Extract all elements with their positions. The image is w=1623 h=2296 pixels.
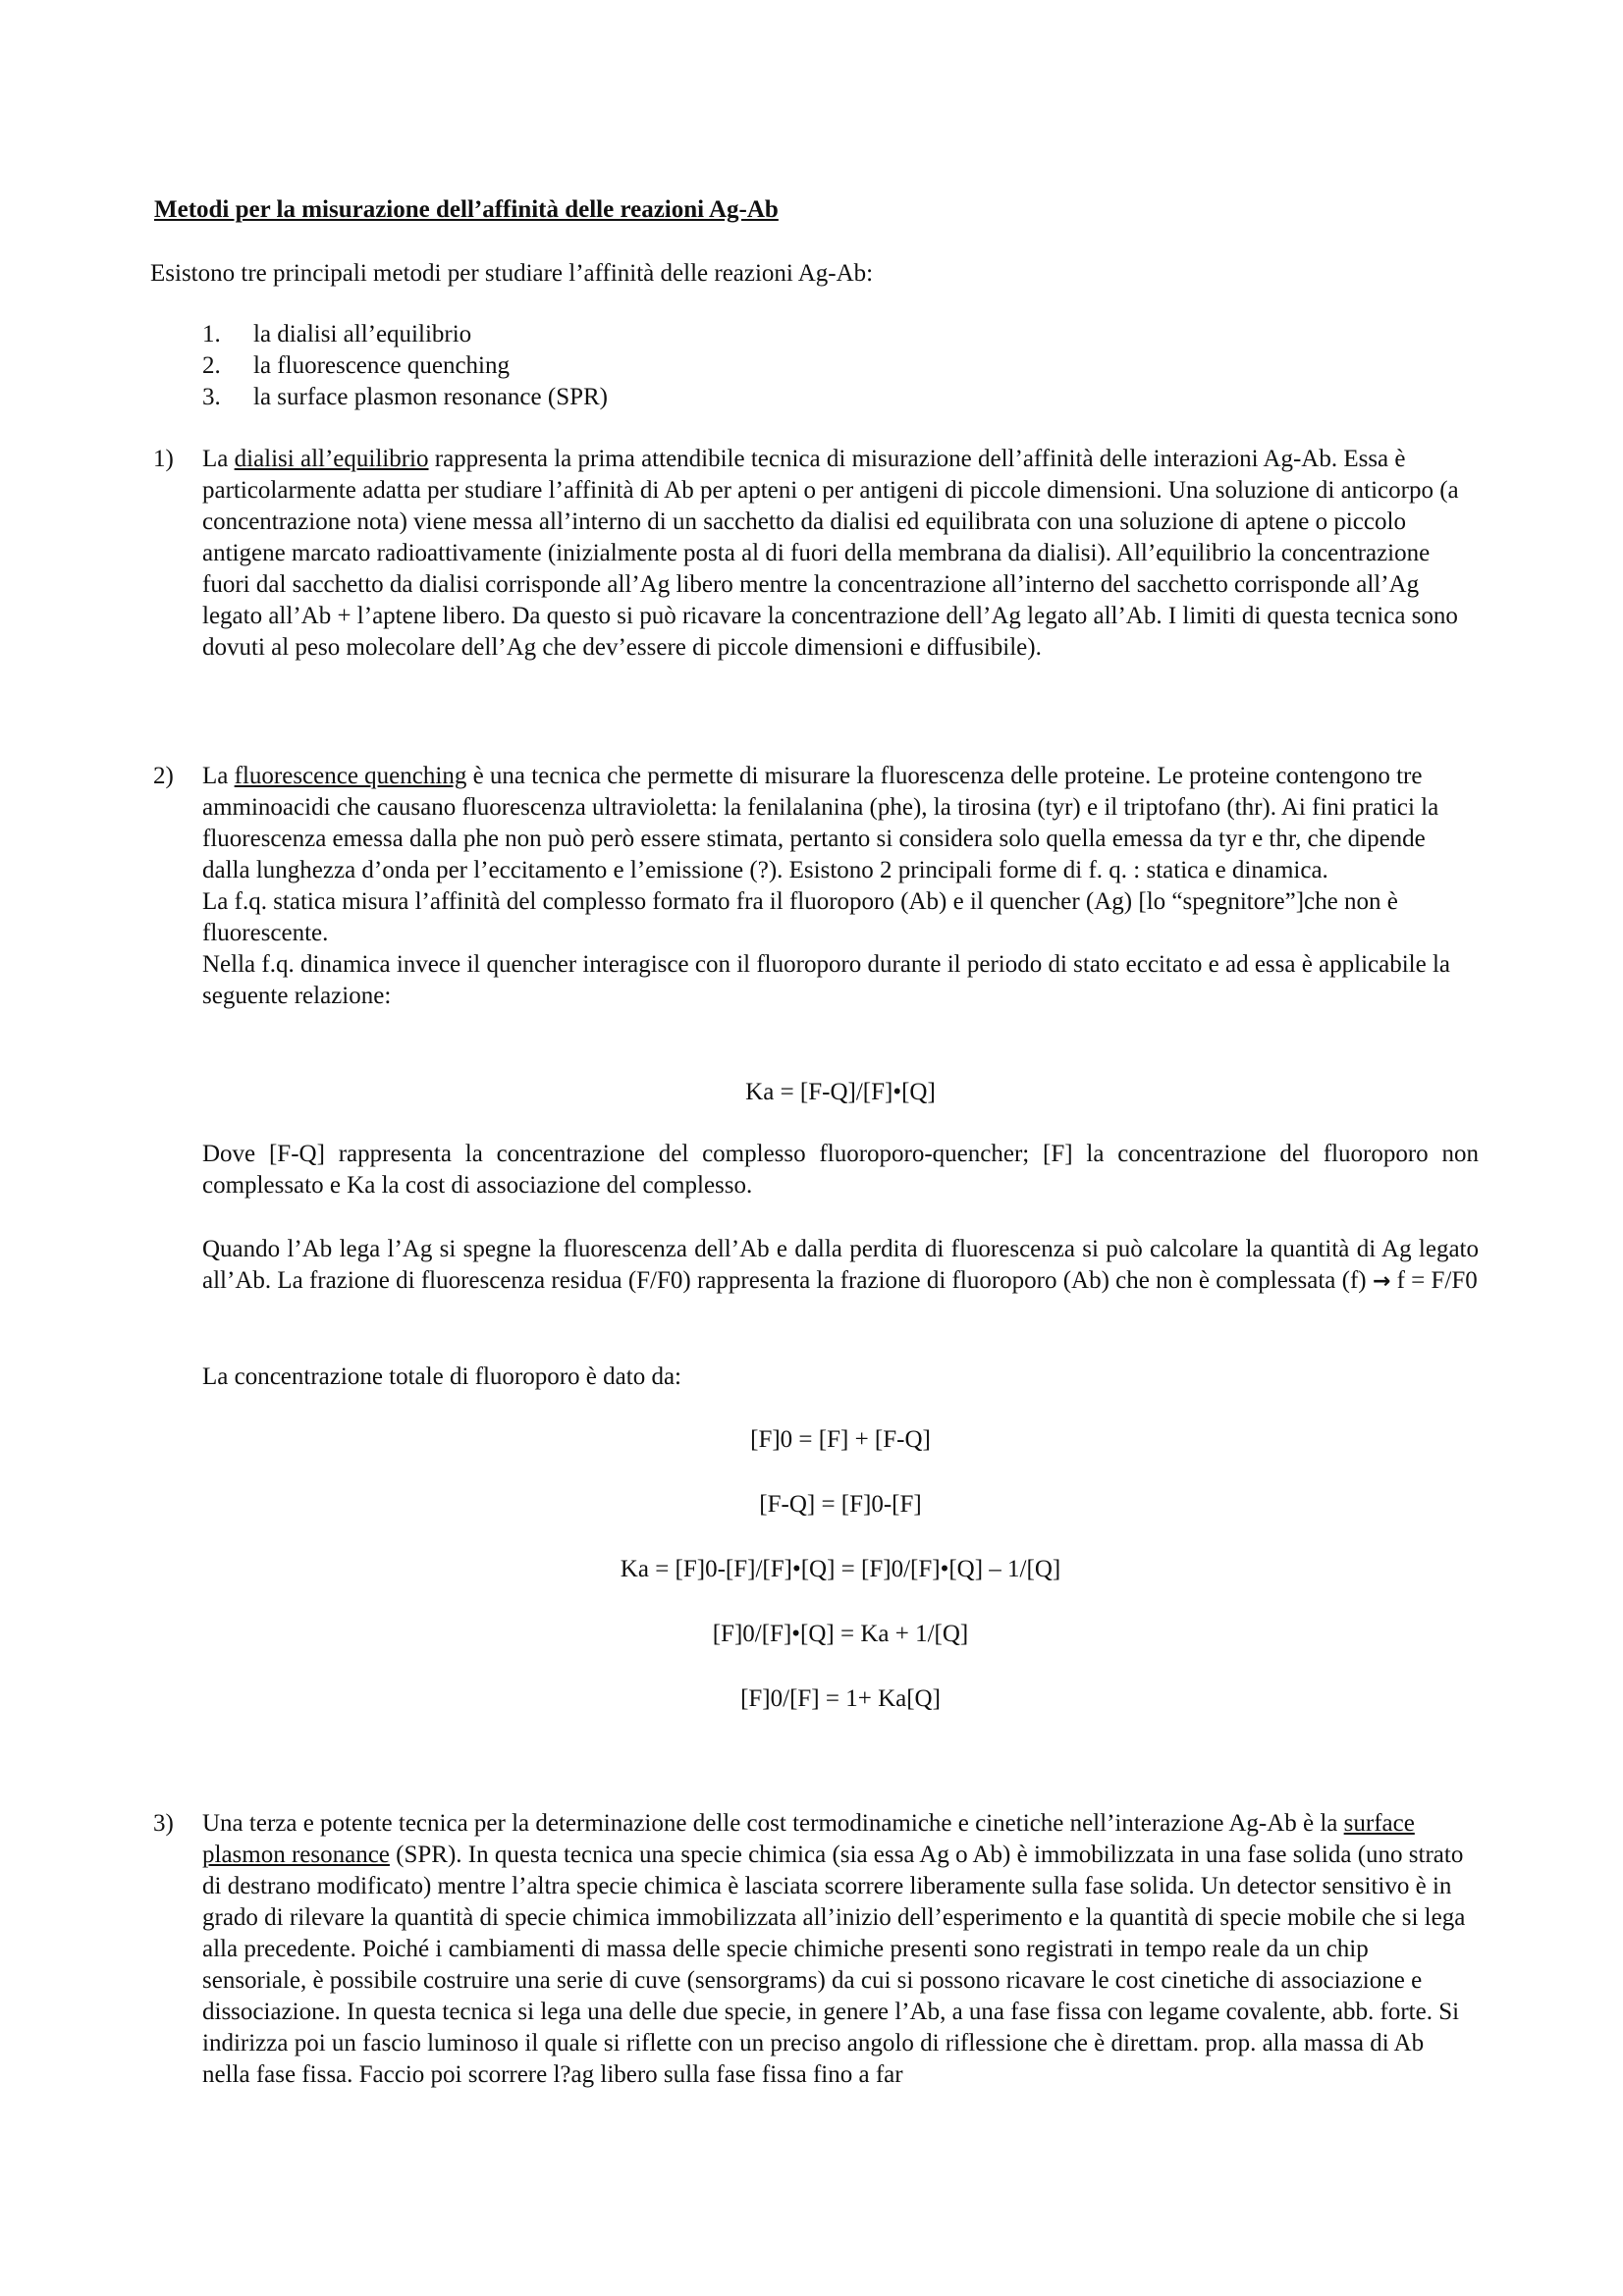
arrow-right-icon: → [1372, 1269, 1391, 1294]
list-item-label: la dialisi all’equilibrio [253, 321, 472, 347]
list-item-label: la fluorescence quenching [253, 352, 510, 379]
equation: [F]0 = [F] + [F-Q] [750, 1426, 931, 1453]
paragraph-body: è una tecnica che permette di misurare la fluorescenza delle proteine. Le proteine contengono tre amminoacidi che causano fluorescenza ultravioletta: la fenilalanina (phe), la tirosina (tyr) e il triptofano (thr). Ai fini pratici la fluorescenza emessa dalla phe non può però essere stimata, pertanto si considera solo quella emessa da tyr e thr, che dipende dalla lunghezza d’onda per l’eccitamento e l’emissione (?). Esistono 2 principali forme di f. q. : statica e dinamica. [202, 763, 1439, 883]
paragraph-total-concentration: La concentrazione totale di fluoroporo è dato da: [202, 1363, 681, 1390]
underlined-term: surface plasmon resonance [202, 1810, 1415, 1868]
paragraph-lead: La [202, 763, 235, 789]
equation: [F]0/[F] = 1+ Ka[Q] [740, 1685, 941, 1712]
section-paragraph: Nella f.q. dinamica invece il quencher interagisce con il fluoroporo durante il periodo di stato eccitato e ad essa è applicabile la seguente relazione: [202, 951, 1451, 1009]
paragraph-lead: Una terza e potente tecnica per la determinazione delle cost termodinamiche e cinetiche nell’interazione Ag-Ab è la [202, 1810, 1344, 1837]
equation: Ka = [F-Q]/[F]•[Q] [745, 1079, 936, 1105]
section-fluorescence-quenching [153, 761, 1479, 1012]
section-paragraph [202, 1808, 1469, 2091]
underlined-term: fluorescence quenching [234, 763, 467, 789]
list-item-number: 3. [202, 384, 221, 410]
list-item [202, 382, 608, 413]
section-paragraph: La f.q. statica misura l’affinità del complesso formato fra il fluoroporo (Ab) e il quencher (Ag) [lo “spegnitore”]che non è fluorescente. [202, 888, 1398, 946]
section-paragraph [202, 444, 1479, 664]
paragraph-lead: La [202, 446, 235, 472]
methods-list [202, 319, 608, 413]
underlined-term: dialisi all’equilibrio [234, 446, 429, 472]
paragraph-body: (SPR). In questa tecnica una specie chimica (sia essa Ag o Ab) è immobilizzata in una fase solida (uno strato di destrano modificato) mentre l’altra specie chimica è lasciata scorrere liberamente sulla fase solida. Un detector sensitivo è in grado di rilevare la quantità di specie chimica immobilizzata all’inizio dell’esperimento e la quantità di specie mobile che si lega alla precedente. Poiché i cambiamenti di massa delle specie chimiche presenti sono registrati in tempo reale da un chip sensoriale, è possibile costruire una serie di cuve (sensorgrams) da cui si possono ricavare le cost cinetiche di associazione e dissociazione. In questa tecnica si lega una delle due specie, in genere l’Ab, a una fase fissa con legame covalente, abb. forte. Si indirizza poi un fascio luminoso il quale si riflette con un preciso angolo di riflessione che è direttam. prop. alla massa di Ab nella fase fissa. Faccio poi scorrere l?ag libero sulla fase fissa fino a far [202, 1842, 1466, 2088]
section-paragraph [202, 761, 1479, 886]
document-title: Metodi per la misurazione dell’affinità delle reazioni Ag-Ab [154, 196, 779, 223]
section-number: 2) [153, 763, 174, 789]
list-item-number: 2. [202, 352, 221, 379]
intro-paragraph: Esistono tre principali metodi per studiare l’affinità delle reazioni Ag-Ab: [150, 260, 874, 287]
equation: [F-Q] = [F]0-[F] [759, 1491, 922, 1518]
paragraph-formula: f = F/F0 [1390, 1267, 1478, 1294]
paragraph-body: rappresenta la prima attendibile tecnica di misurazione dell’affinità delle interazioni Ag-Ab. Essa è particolarmente adatta per studiare l’affinità di Ab per apteni o per antigeni di piccole dimensioni. Una soluzione di anticorpo (a concentrazione nota) viene messa all’interno di un sacchetto da dialisi ed equilibrata con una soluzione di aptene o piccolo antigene marcato radioattivamente (inizialmente posta al di fuori della membrana da dialisi). All’equilibrio la concentrazione fuori dal sacchetto da dialisi corrisponde all’Ag libero mentre la concentrazione all’interno del sacchetto corrisponde all’Ag legato all’Ab + l’aptene libero. Da questo si può ricavare la concentrazione dell’Ag legato all’Ab. I limiti di questa tecnica sono dovuti al peso molecolare dell’Ag che dev’essere di piccole dimensioni e diffusibile). [202, 446, 1459, 661]
list-item-number: 1. [202, 321, 221, 347]
paragraph-definitions: Dove [F-Q] rappresenta la concentrazione del complesso fluoroporo-quencher; [F] la concentrazione del fluoroporo non complessato e Ka la cost di associazione del complesso. [202, 1141, 1479, 1199]
section-number: 1) [153, 446, 174, 472]
list-item-label: la surface plasmon resonance (SPR) [253, 384, 608, 410]
paragraph-body: Quando l’Ab lega l’Ag si spegne la fluorescenza dell’Ab e dalla perdita di fluorescenza si può calcolare la quantità di Ag legato all’Ab. La frazione di fluorescenza residua (F/F0) rappresenta la frazione di fluoroporo (Ab) che non è complessata (f) [202, 1236, 1479, 1294]
section-surface-plasmon-resonance [153, 1808, 1469, 2091]
section-dialisi [153, 444, 1479, 664]
equation: [F]0/[F]•[Q] = Ka + 1/[Q] [712, 1621, 969, 1647]
equation: Ka = [F]0-[F]/[F]•[Q] = [F]0/[F]•[Q] – 1/[Q] [620, 1556, 1061, 1582]
paragraph-quenching-fraction [202, 1234, 1479, 1298]
list-item [202, 350, 608, 382]
list-item [202, 319, 608, 350]
section-number: 3) [153, 1810, 174, 1837]
